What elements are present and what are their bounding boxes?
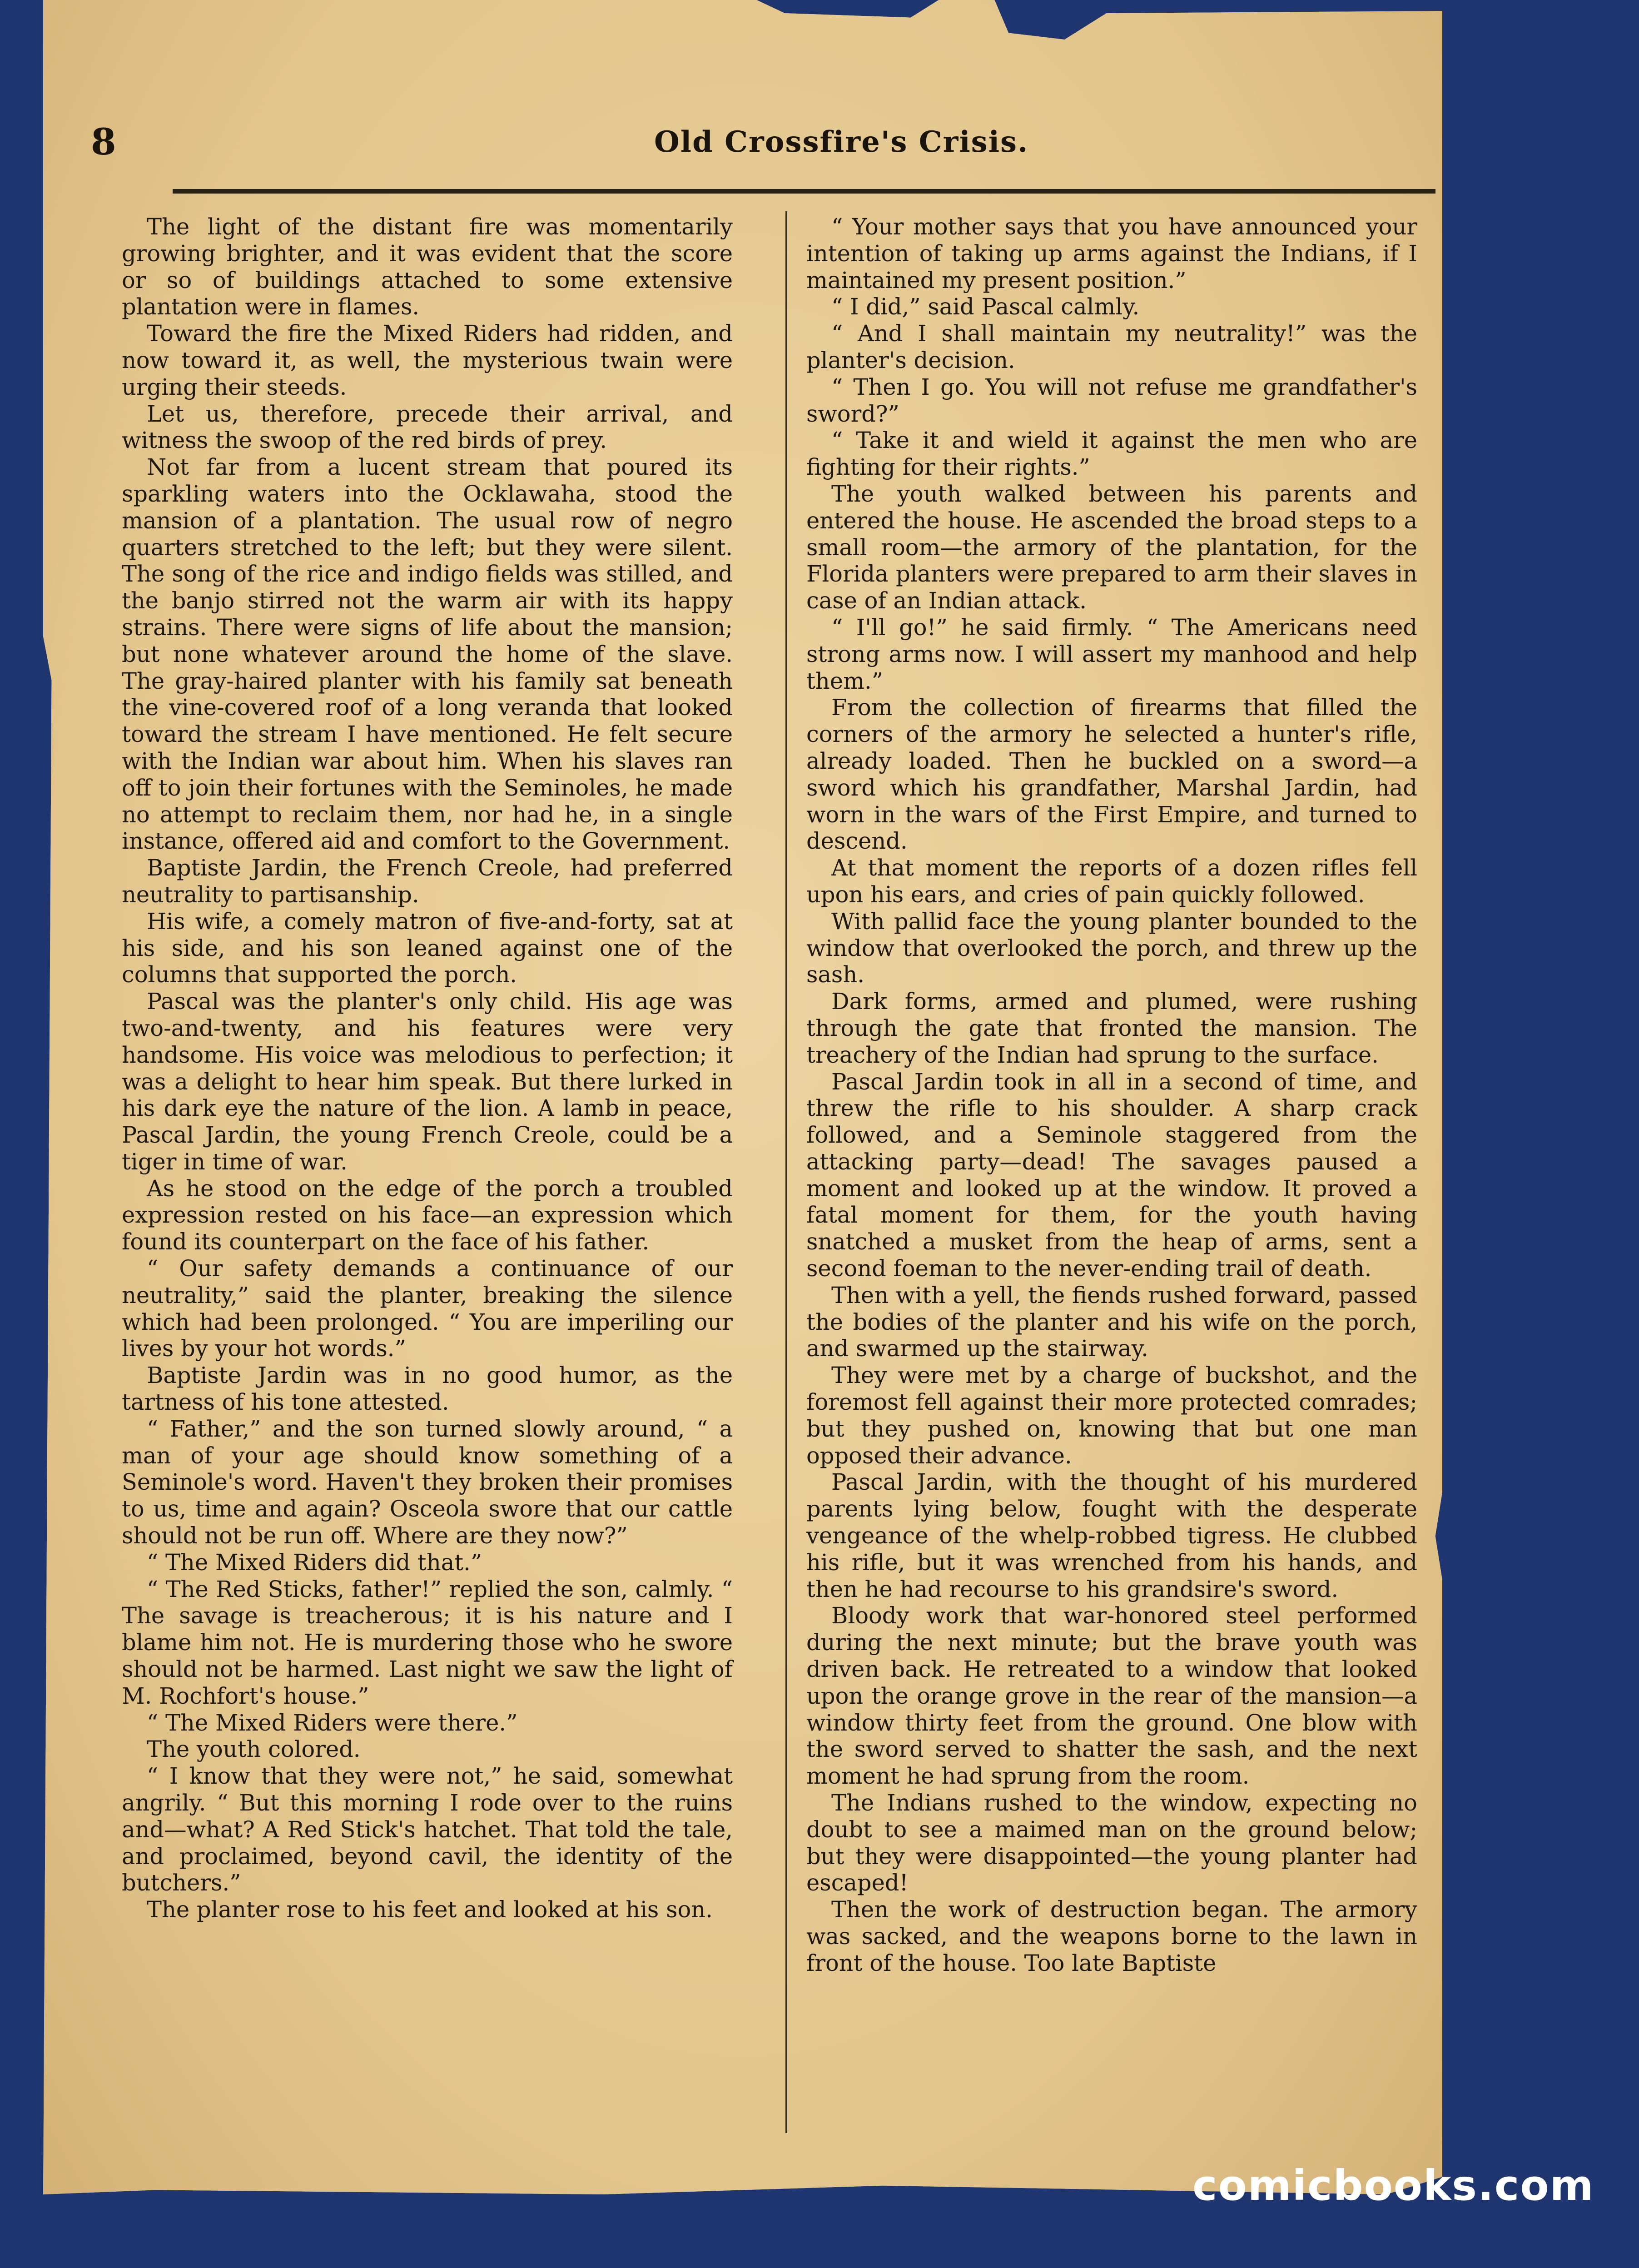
- paragraph: “ The Mixed Riders did that.”: [147, 1549, 482, 1576]
- paragraph: They were met by a charge of buckshot, and the foremost fell against their more protected comrades; but they pushed on, knowing that but one man opposed their advance.: [806, 1362, 1417, 1469]
- paragraph: Pascal was the planter's only child. His age was two-and-twenty, and his features were very handsome. His voice was melodious to perfection; it was a delight to hear him speak. But there lurked in his dark eye the nature of the lion. A lamb in peace, Pascal Jardin, the young French Creole, could be a tiger in time of war.: [122, 988, 733, 1175]
- left-column: [122, 214, 733, 1923]
- paragraph: “ I know that they were not,” he said, somewhat angrily. “ But this morning I rode over to the ruins and—what? A Red Stick's hatchet. That told the tale, and proclaimed, beyond cavil, the identity of the butchers.”: [122, 1763, 733, 1896]
- page-number: 8: [91, 120, 116, 163]
- paragraph: “ And I shall maintain my neutrality!” was the planter's decision.: [806, 320, 1417, 373]
- paragraph: From the collection of firearms that filled the corners of the armory he selected a hunter's rifle, already loaded. Then he buckled on a sword—a sword which his grandfather, Marshal Jardin, had worn in the wars of the First Empire, and turned to descend.: [806, 694, 1417, 855]
- paragraph: “ Then I go. You will not refuse me grandfather's sword?”: [806, 373, 1417, 427]
- running-title: Old Crossfire's Crisis.: [654, 125, 1029, 159]
- paragraph: The light of the distant fire was momentarily growing brighter, and it was evident that the score or so of buildings attached to some extensive plantation were in flames.: [122, 214, 733, 320]
- paragraph: As he stood on the edge of the porch a troubled expression rested on his face—an expression which found its counterpart on the face of his father.: [122, 1175, 733, 1255]
- page-header: [91, 120, 1399, 166]
- paragraph: Toward the fire the Mixed Riders had ridden, and now toward it, as well, the mysterious twain were urging their steeds.: [122, 320, 733, 400]
- paragraph: Let us, therefore, precede their arrival, and witness the swoop of the red birds of prey.: [122, 400, 733, 454]
- paragraph: The youth walked between his parents and entered the house. He ascended the broad steps to a small room—the armory of the plantation, for the Florida planters were prepared to arm their slaves in case of an Indian attack.: [806, 480, 1417, 614]
- column-divider: [785, 211, 787, 2133]
- paragraph: Baptiste Jardin was in no good humor, as the tartness of his tone attested.: [122, 1362, 733, 1416]
- header-rule: [173, 189, 1435, 194]
- paragraph: “ The Mixed Riders were there.”: [147, 1709, 518, 1736]
- paragraph: “ The Red Sticks, father!” replied the son, calmly. “ The savage is treacherous; it is his nature and I blame him not. He is murdering those who he swore should not be harmed. Last night we saw the light of M. Rochfort's house.”: [122, 1576, 733, 1709]
- paragraph: His wife, a comely matron of five-and-forty, sat at his side, and his son leaned against one of the columns that supported the porch.: [122, 908, 733, 988]
- paragraph: “ Your mother says that you have announced your intention of taking up arms against the Indians, if I maintained my present position.”: [806, 214, 1417, 293]
- paragraph: Not far from a lucent stream that poured its sparkling waters into the Ocklawaha, stood the mansion of a plantation. The usual row of negro quarters stretched to the left; but they were silent. The song of the rice and indigo fields was stilled, and the banjo stirred not the warm air with its happy strains. There were signs of life about the mansion; but none whatever around the home of the slave. The gray-haired planter with his family sat beneath the vine-covered roof of a long veranda that looked toward the stream I have mentioned. He felt secure with the Indian war about him. When his slaves ran off to join their fortunes with the Seminoles, he made no attempt to reclaim them, nor had he, in a single instance, offered aid and comfort to the Government.: [122, 454, 733, 855]
- paragraph: “ I'll go!” he said firmly. “ The Americans need strong arms now. I will assert my manhood and help them.”: [806, 614, 1417, 694]
- paragraph: The Indians rushed to the window, expecting no doubt to see a maimed man on the ground below; but they were disappointed—the young planter had escaped!: [806, 1790, 1417, 1896]
- paragraph: “ Take it and wield it against the men who are fighting for their rights.”: [806, 427, 1417, 481]
- site-watermark: comicbooks.com: [1192, 2161, 1594, 2210]
- paragraph: Pascal Jardin, with the thought of his murdered parents lying below, fought with the desperate vengeance of the whelp-robbed tigress. He clubbed his rifle, but it was wrenched from his hands, and then he had recourse to his grandsire's sword.: [806, 1469, 1417, 1602]
- paragraph: Baptiste Jardin, the French Creole, had preferred neutrality to partisanship.: [122, 855, 733, 908]
- paragraph: Then the work of destruction began. The armory was sacked, and the weapons borne to the lawn in front of the house. Too late Baptiste: [806, 1896, 1417, 1976]
- paragraph: Dark forms, armed and plumed, were rushing through the gate that fronted the mansion. The treachery of the Indian had sprung to the surface.: [806, 988, 1417, 1068]
- paragraph: At that moment the reports of a dozen rifles fell upon his ears, and cries of pain quickly followed.: [806, 855, 1417, 908]
- paragraph: With pallid face the young planter bounded to the window that overlooked the porch, and threw up the sash.: [806, 908, 1417, 988]
- paragraph: “ Father,” and the son turned slowly around, “ a man of your age should know something of a Seminole's word. Haven't they broken their promises to us, time and again? Osceola swore that our cattle should not be run off. Where are they now?”: [122, 1415, 733, 1549]
- paragraph: Then with a yell, the fiends rushed forward, passed the bodies of the planter and his wife on the porch, and swarmed up the stairway.: [806, 1282, 1417, 1362]
- paragraph: Pascal Jardin took in all in a second of time, and threw the rifle to his shoulder. A sharp crack followed, and a Seminole staggered from the attacking party—dead! The savages paused a moment and looked up at the window. It proved a fatal moment for them, for the youth having snatched a musket from the heap of arms, sent a second foeman to the never-ending trail of death.: [806, 1068, 1417, 1282]
- paragraph: The planter rose to his feet and looked at his son.: [147, 1896, 713, 1923]
- right-column: [806, 214, 1417, 1977]
- paragraph: The youth colored.: [147, 1736, 361, 1763]
- paragraph: Bloody work that war-honored steel performed during the next minute; but the brave youth was driven back. He retreated to a window that looked upon the orange grove in the rear of the mansion—a window thirty feet from the ground. One blow with the sword served to shatter the sash, and the next moment he had sprung from the room.: [806, 1602, 1417, 1790]
- paragraph: “ I did,” said Pascal calmly.: [831, 293, 1140, 320]
- paragraph: “ Our safety demands a continuance of our neutrality,” said the planter, breaking the silence which had been prolonged. “ You are imperiling our lives by your hot words.”: [122, 1255, 733, 1362]
